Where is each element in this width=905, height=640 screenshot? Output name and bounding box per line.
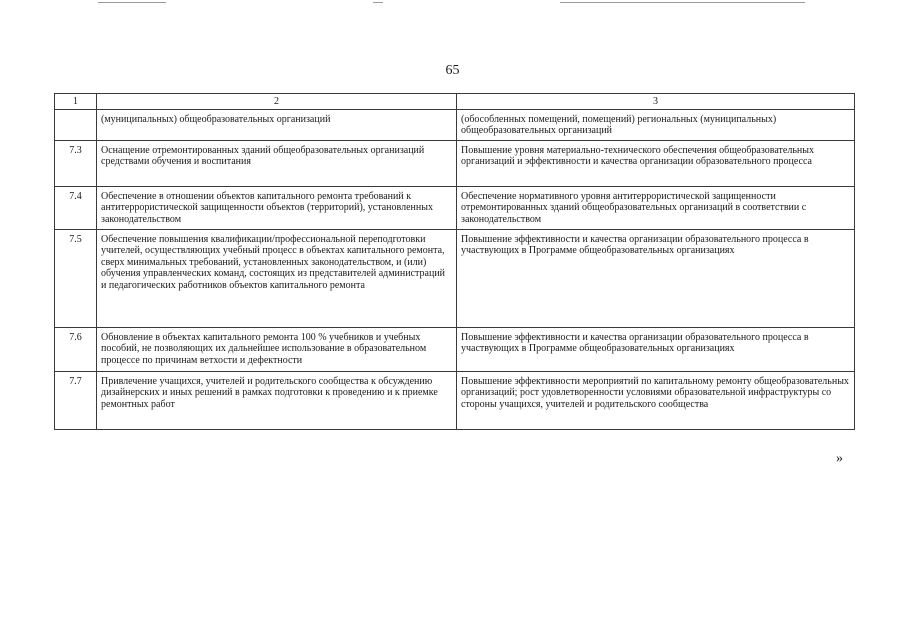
table-row [55, 371, 855, 429]
row-number [55, 109, 97, 140]
table-header-row [55, 94, 855, 110]
measure-cell: Привлечение учащихся, учителей и родительского сообщества к обсуждению дизайнерских и иных решений в рамках подготовки к проведению и к приемке ремонтных работ [97, 371, 457, 429]
scan-edge-line-right [560, 2, 805, 3]
page-number: 65 [445, 63, 460, 78]
row-number: 7.3 [55, 140, 97, 186]
scan-edge-line-left [98, 2, 166, 3]
measure-cell: Обеспечение повышения квалификации/профессиональной переподготовки учителей, осуществляющих учебный процесс в объектах капитального ремонта, сверх минимальных требований, установленных законодательством, и (или) обучения управленческих команд, состоящих из представителей администраций и педагогических работников объектов капитального ремонта [97, 229, 457, 327]
table-row [55, 229, 855, 327]
table-row [55, 327, 855, 371]
measure-cell: Обеспечение в отношении объектов капитального ремонта требований к антитеррористической защищенности объектов (территорий), установленных законодательством [97, 186, 457, 229]
continuation-mark: » [836, 451, 843, 466]
table-row [55, 109, 855, 140]
column-header-number: 1 [55, 94, 97, 110]
measure-cell: Обновление в объектах капитального ремонта 100 % учебников и учебных пособий, не позволяющих их дальнейшее использование в образовательном процессе по причинам ветхости и дефектности [97, 327, 457, 371]
result-cell: (обособленных помещений, помещений) региональных (муниципальных) общеобразовательных организаций [457, 109, 855, 140]
column-header-result: 3 [457, 94, 855, 110]
scan-edge-line-mid [373, 2, 383, 3]
row-number: 7.7 [55, 371, 97, 429]
row-number: 7.4 [55, 186, 97, 229]
result-cell: Обеспечение нормативного уровня антитеррористической защищенности отремонтированных зданий общеобразовательных организаций в соответствии с законодательством [457, 186, 855, 229]
result-cell: Повышение уровня материально-технического обеспечения общеобразовательных организаций и эффективности и качества организации образовательного процесса [457, 140, 855, 186]
row-number: 7.5 [55, 229, 97, 327]
table-row [55, 186, 855, 229]
result-cell: Повышение эффективности и качества организации образовательного процесса в участвующих в Программе общеобразовательных организациях [457, 229, 855, 327]
measure-cell: Оснащение отремонтированных зданий общеобразовательных организаций средствами обучения и воспитания [97, 140, 457, 186]
row-number: 7.6 [55, 327, 97, 371]
measure-cell: (муниципальных) общеобразовательных организаций [97, 109, 457, 140]
result-cell: Повышение эффективности мероприятий по капитальному ремонту общеобразовательных организаций; рост удовлетворенности условиями образовательной инфраструктуры со стороны учащихся, учителей и родительского сообщества [457, 371, 855, 429]
measures-table [54, 93, 855, 430]
table-row [55, 140, 855, 186]
result-cell: Повышение эффективности и качества организации образовательного процесса в участвующих в Программе общеобразовательных организациях [457, 327, 855, 371]
column-header-measure: 2 [97, 94, 457, 110]
